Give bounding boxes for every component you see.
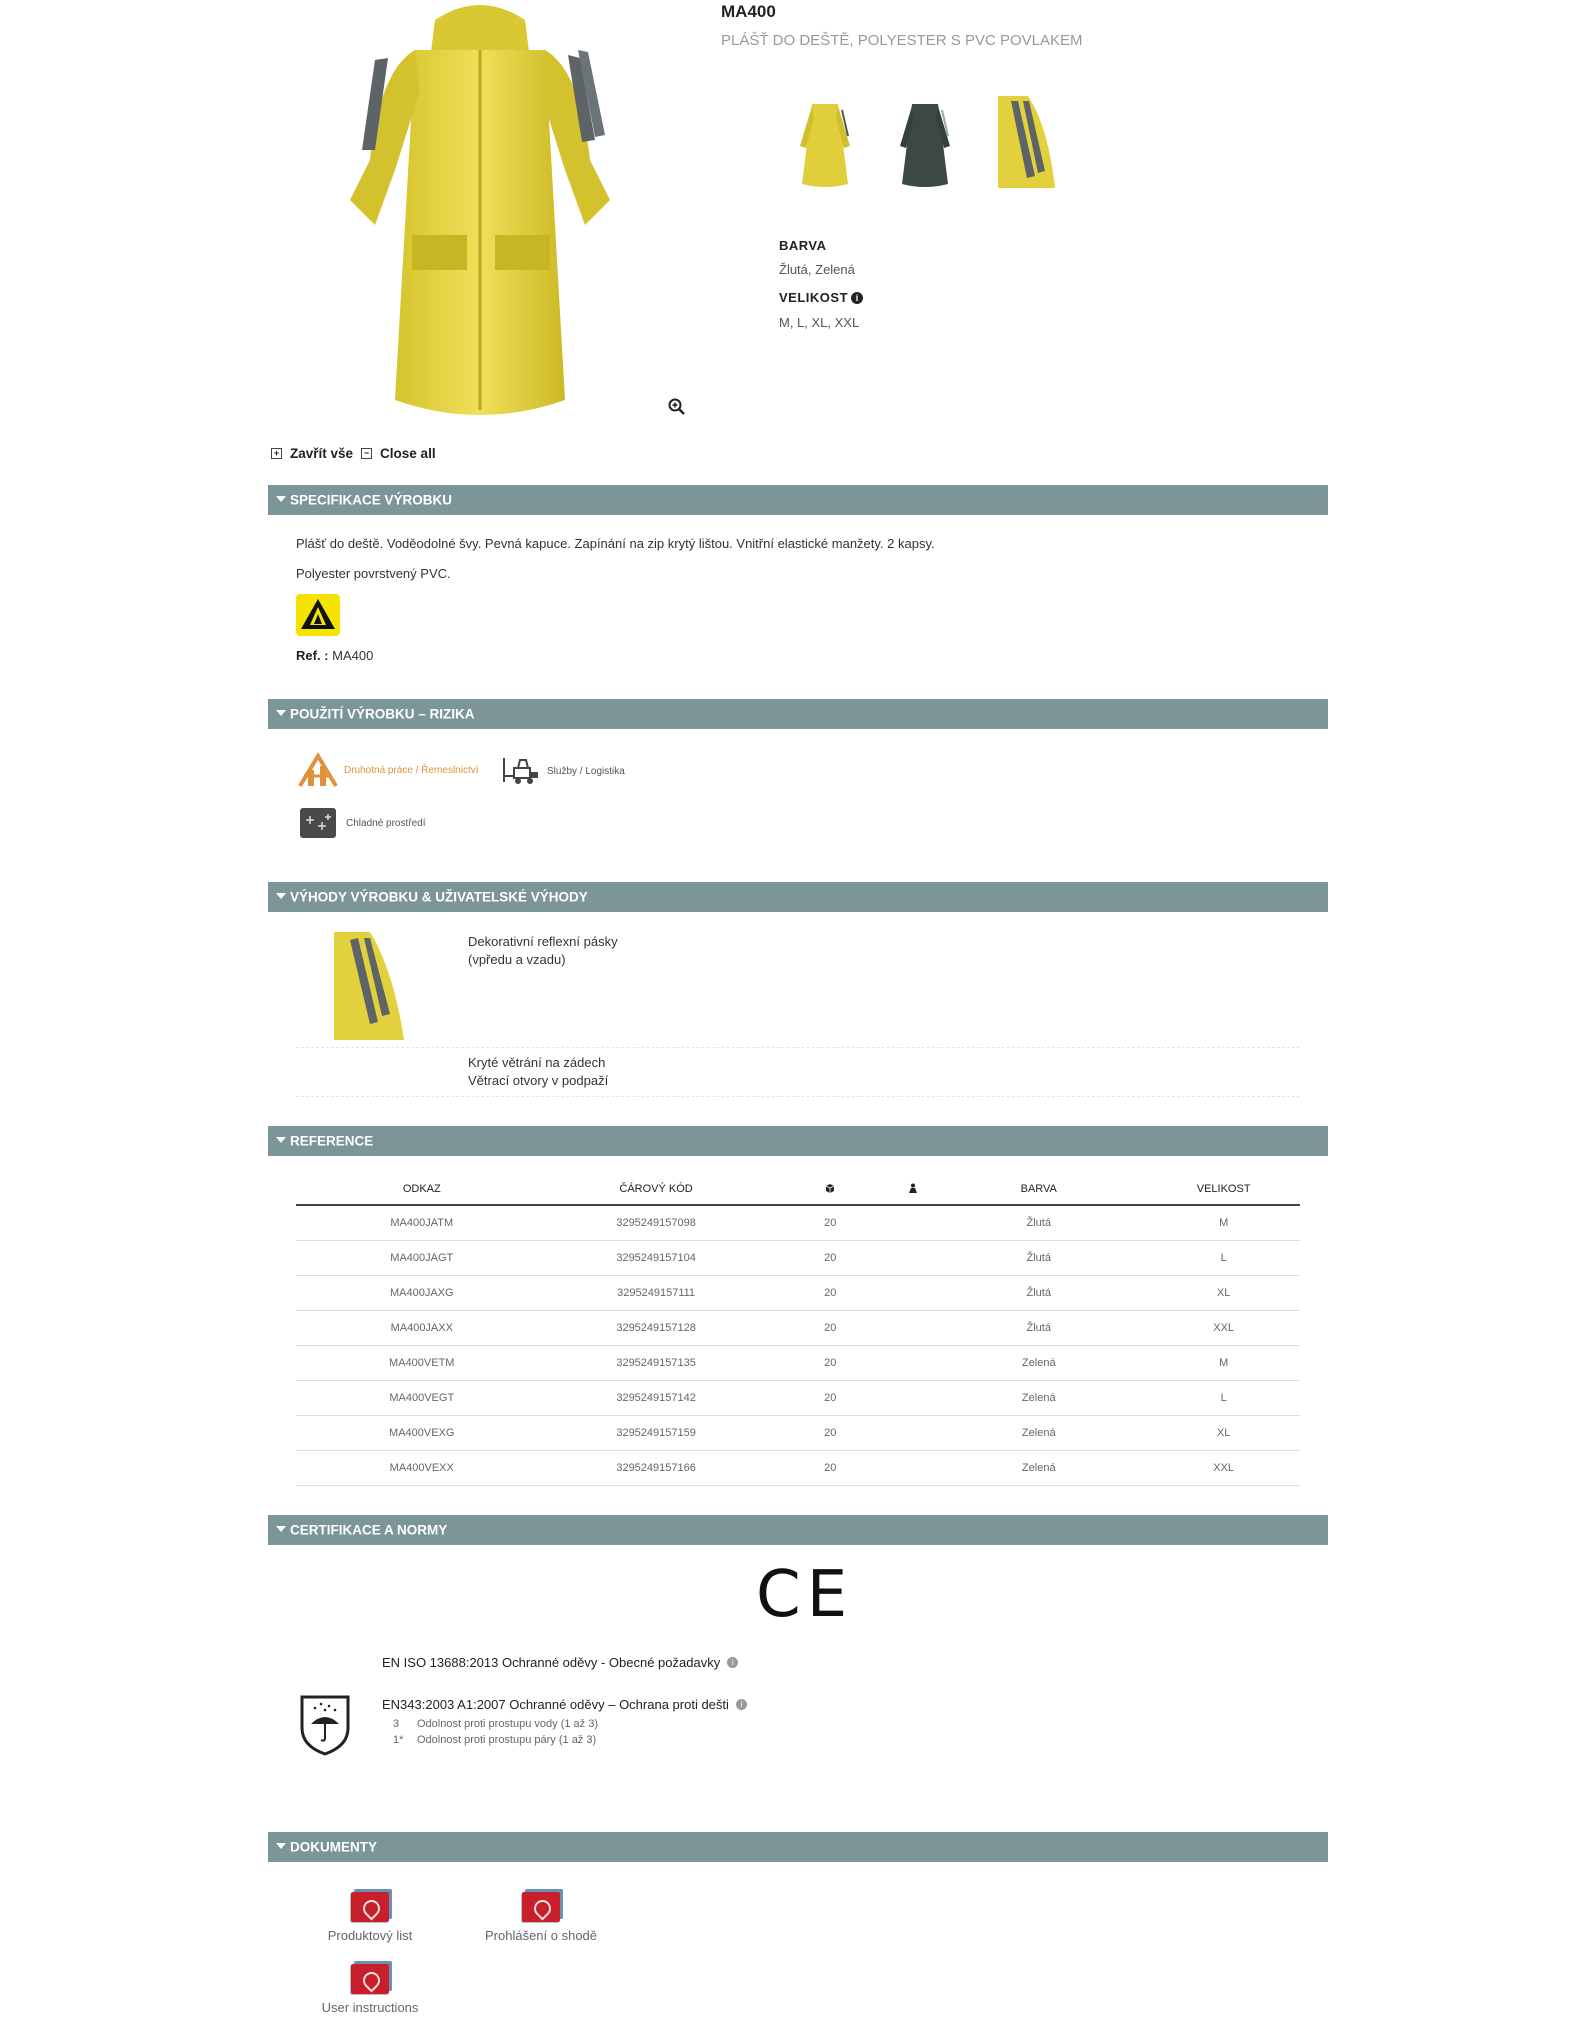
section-spec-title: SPECIFIKACE VÝROBKU [290,492,453,508]
table-cell: XXL [1147,1311,1300,1346]
table-cell: 20 [765,1311,896,1346]
table-cell: 20 [765,1276,896,1311]
info-icon[interactable]: i [851,292,863,304]
table-cell [896,1276,930,1311]
info-icon[interactable]: i [727,1657,738,1668]
usage-item-logistics [502,756,625,786]
table-row [296,1241,1300,1276]
table-header-row [296,1174,1300,1205]
table-cell: Zelená [930,1346,1147,1381]
table-cell: M [1147,1205,1300,1241]
table-cell: MA400JATM [296,1205,548,1241]
size-label-row [779,290,863,305]
table-cell: 3295249157142 [548,1381,765,1416]
doc-product-sheet-label: Produktový list [327,1928,413,1943]
info-icon[interactable]: i [736,1699,747,1710]
color-value: Žlutá, Zelená [779,262,855,277]
benefit-2-line2: Větrací otvory v podpaží [468,1073,609,1088]
table-cell [896,1205,930,1241]
table-cell: MA400VETM [296,1346,548,1381]
section-docs-title: DOKUMENTY [290,1839,377,1855]
section-reference-title: REFERENCE [290,1133,374,1149]
section-reference-header[interactable] [268,1126,1328,1156]
usage-label-logistics: Služby / Logistika [547,765,625,777]
table-cell: Žlutá [930,1205,1147,1241]
doc-product-sheet[interactable] [310,1892,430,1943]
doc-user-instructions-label: User instructions [321,2000,419,2015]
spec-description: Plášť do deště. Voděodolné švy. Pevná kapuce. Zapínání na zip krytý lištou. Vnitřní elastické manžety. 2 kapsy. [296,536,935,551]
section-cert-header[interactable] [268,1515,1328,1545]
expand-all-button[interactable]: Zavřít vše [290,446,354,461]
norm-2-text: EN343:2003 A1:2007 Ochranné oděvy – Ochrana proti dešti [382,1697,729,1712]
table-cell: 20 [765,1381,896,1416]
table-row [296,1451,1300,1486]
col-barcode: ČÁROVÝ KÓD [548,1174,765,1205]
perf-2-label: Odolnost proti prostupu páry (1 až 3) [417,1734,597,1746]
section-usage-title: POUŽITÍ VÝROBKU – RIZIKA [290,706,475,722]
table-cell: Žlutá [930,1241,1147,1276]
norm-1 [382,1655,738,1670]
color-label: BARVA [779,238,827,253]
usage-label-cold: Chladné prostředí [346,817,426,829]
doc-conformity[interactable] [471,1892,611,1943]
table-cell: 3295249157159 [548,1416,765,1451]
caret-down-icon [276,496,286,502]
collapse-all-icon[interactable]: − [361,448,372,459]
perf-1-label: Odolnost proti prostupu vody (1 až 3) [417,1718,598,1730]
table-row [296,1276,1300,1311]
table-cell: M [1147,1346,1300,1381]
col-odkaz: ODKAZ [296,1174,548,1205]
forklift-icon [502,756,542,786]
benefit-divider [296,1096,1300,1097]
benefit-divider [296,1047,1300,1048]
cold-environment-icon [300,808,336,838]
product-subtitle: PLÁŠŤ DO DEŠTĚ, POLYESTER S PVC POVLAKEM [721,32,1083,49]
caret-down-icon [276,1137,286,1143]
size-value: M, L, XL, XXL [779,315,860,330]
table-cell: 20 [765,1416,896,1451]
usage-item-cold [300,808,426,838]
table-cell: Zelená [930,1416,1147,1451]
table-cell: Žlutá [930,1311,1147,1346]
pdf-icon [351,1892,389,1922]
product-main-image[interactable] [340,0,620,425]
benefit-1-line2: (vpředu a vzadu) [468,952,566,967]
spec-ref-value: MA400 [332,648,374,663]
table-row [296,1416,1300,1451]
doc-conformity-label: Prohlášení o shodě [484,1928,598,1943]
table-row [296,1205,1300,1241]
table-cell: 20 [765,1205,896,1241]
table-cell [896,1241,930,1276]
expand-toolbar [271,446,436,461]
table-cell: Zelená [930,1381,1147,1416]
table-cell: 3295249157128 [548,1311,765,1346]
usage-label-crafts: Druhotná práce / Řemeslnictví [344,764,479,776]
table-cell: 20 [765,1241,896,1276]
table-row [296,1346,1300,1381]
section-benefits-header[interactable] [268,882,1328,912]
col-person-icon [896,1174,930,1205]
product-code: MA400 [721,2,776,21]
deltaplus-logo [296,594,340,636]
table-cell: MA400JAGT [296,1241,548,1276]
caret-down-icon [276,1843,286,1849]
norm-1-text: EN ISO 13688:2013 Ochranné oděvy - Obecné požadavky [382,1655,721,1670]
table-cell: 3295249157111 [548,1276,765,1311]
caret-down-icon [276,710,286,716]
perf-2-value: 1* [393,1734,404,1746]
table-cell: Zelená [930,1451,1147,1486]
benefit-1-line1: Dekorativní reflexní pásky [468,934,618,949]
usage-item-crafts [298,752,479,788]
norm-2 [382,1697,747,1712]
reference-table [296,1174,1300,1486]
section-spec-header[interactable] [268,485,1328,515]
table-cell: MA400VEXX [296,1451,548,1486]
pdf-icon [351,1964,389,1994]
col-size: VELIKOST [1147,1174,1300,1205]
table-cell: 3295249157135 [548,1346,765,1381]
table-cell: 20 [765,1346,896,1381]
table-cell: 20 [765,1451,896,1486]
thumbnail-sleeve[interactable] [993,96,1063,191]
table-cell: 3295249157098 [548,1205,765,1241]
table-cell: 3295249157166 [548,1451,765,1486]
section-benefits-title: VÝHODY VÝROBKU & UŽIVATELSKÉ VÝHODY [290,889,588,905]
table-row [296,1311,1300,1346]
doc-user-instructions[interactable] [310,1964,430,2015]
section-usage-header[interactable] [268,699,1328,729]
expand-all-icon[interactable]: + [271,448,282,459]
spec-ref-label: Ref. : [296,648,329,663]
perf-1 [393,1718,598,1730]
table-cell: XL [1147,1276,1300,1311]
caret-down-icon [276,893,286,899]
col-color: BARVA [930,1174,1147,1205]
section-cert-title: CERTIFIKACE A NORMY [290,1522,448,1538]
table-cell [896,1311,930,1346]
table-cell: MA400VEXG [296,1416,548,1451]
table-cell: XXL [1147,1451,1300,1486]
section-docs-header[interactable] [268,1832,1328,1862]
table-cell: MA400JAXG [296,1276,548,1311]
table-cell: L [1147,1241,1300,1276]
caret-down-icon [276,1526,286,1532]
table-cell: MA400JAXX [296,1311,548,1346]
pdf-icon [522,1892,560,1922]
perf-1-value: 3 [393,1718,400,1730]
table-cell: MA400VEGT [296,1381,548,1416]
spec-material: Polyester povrstvený PVC. [296,566,451,581]
table-cell: XL [1147,1416,1300,1451]
col-box-icon [765,1174,896,1205]
table-cell: 3295249157104 [548,1241,765,1276]
table-cell [896,1416,930,1451]
benefit-image-reflective [332,932,408,1042]
rain-protection-icon [299,1694,351,1756]
ce-mark: CE [756,1558,854,1632]
table-cell: L [1147,1381,1300,1416]
table-cell: Žlutá [930,1276,1147,1311]
table-cell [896,1381,930,1416]
thumbnail-yellow[interactable] [790,96,860,191]
thumbnail-green[interactable] [890,96,960,191]
collapse-all-button[interactable]: Close all [380,446,436,461]
benefit-2-line1: Kryté větrání na zádech [468,1055,606,1070]
zoom-icon[interactable] [668,398,686,416]
size-label: VELIKOST [779,290,849,305]
spec-ref [296,648,373,663]
perf-2 [393,1734,596,1746]
table-cell [896,1346,930,1381]
table-row [296,1381,1300,1416]
table-cell [896,1451,930,1486]
crafts-icon [298,752,338,788]
